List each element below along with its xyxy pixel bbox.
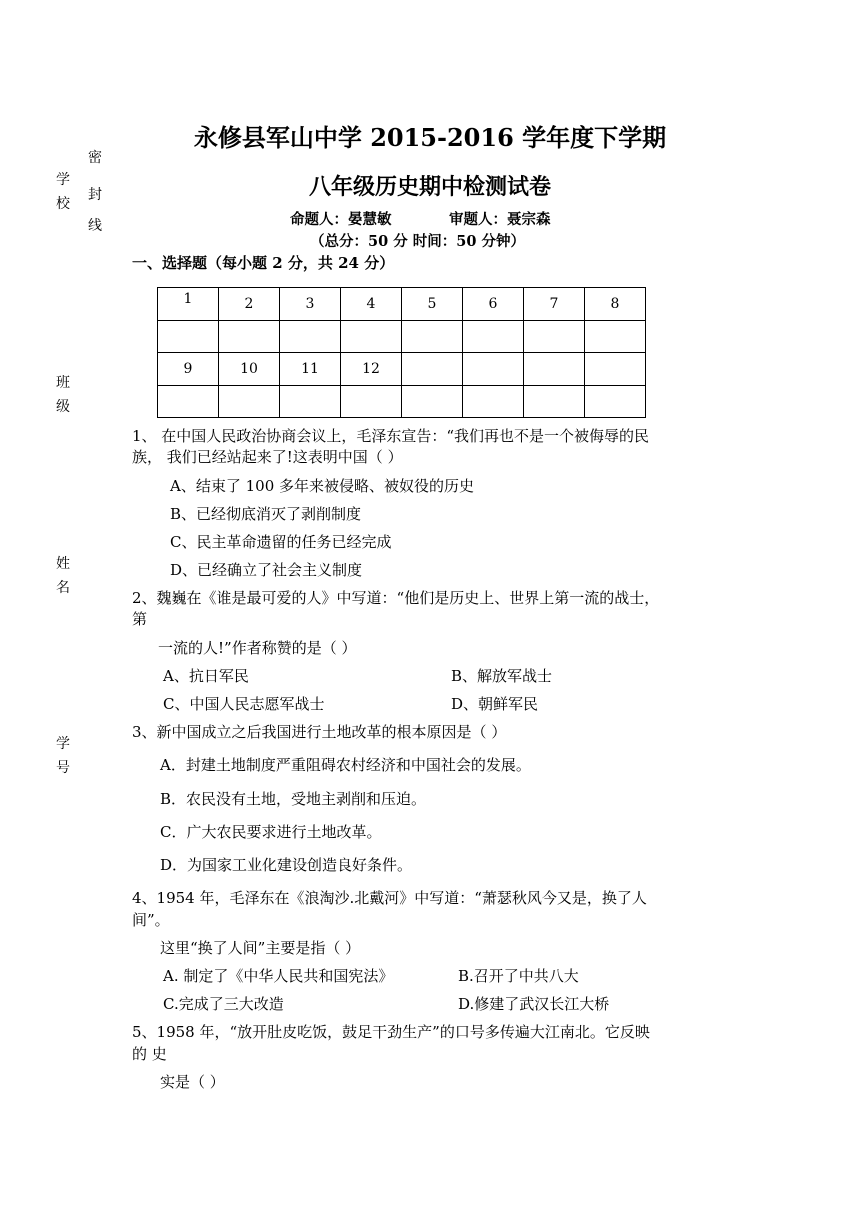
question-4-option-a: A. 制定了《中华人民共和国宪法》 [163,967,394,985]
question-1-option-c: C、民主革命遗留的任务已经完成 [170,533,392,551]
answer-grid-answer-row [158,321,646,353]
seal-char-feng: 封 [88,187,102,203]
name-label-2: 名 [56,580,70,596]
seal-char-xian: 线 [88,218,102,234]
student-id-label-2: 号 [56,760,70,776]
question-5-text-line-1: 5、1958 年，“放开肚皮吃饭，鼓足干劲生产”的口号多传遍大江南北。它反映 [132,1023,650,1041]
question-2-option-c: C、中国人民志愿军战士 [163,695,325,713]
question-3-option-d: D．为国家工业化建设创造良好条件。 [160,856,413,874]
grid-number-cell: 7 [524,288,585,321]
answer-cell[interactable] [341,386,402,418]
question-setter: 命题人：晏慧敏 [290,211,392,228]
answer-cell[interactable] [463,321,524,353]
grid-number-cell: 6 [463,288,524,321]
grid-number-cell: 10 [219,353,280,386]
class-label-2: 级 [56,399,70,415]
answer-cell[interactable] [158,321,219,353]
question-5-text-line-3: 实是（ ） [160,1073,225,1091]
name-label-1: 姓 [56,556,70,572]
question-1-option-a: A、结束了 100 多年来被侵略、被奴役的历史 [170,477,475,495]
grid-number-cell: 12 [341,353,402,386]
answer-cell[interactable] [158,386,219,418]
grid-number-cell: 5 [402,288,463,321]
question-4-option-c: C.完成了三大改造 [163,995,284,1013]
seal-char-mi: 密 [88,150,102,166]
question-4-text-line-1: 4、1954 年，毛泽东在《浪淘沙.北戴河》中写道：“萧瑟秋风今又是，换了人 [132,889,647,907]
grid-number-cell: 9 [158,353,219,386]
grid-number-cell [585,353,646,386]
question-2-option-b: B、解放军战士 [451,667,553,685]
score-and-time: （总分：50 分 时间：50 分钟） [310,233,525,250]
question-2-option-d: D、朝鲜军民 [451,695,539,713]
student-id-label-1: 学 [56,736,70,752]
section-heading: 一、选择题（每小题 2 分，共 24 分） [132,254,395,272]
question-2-text-line-3: 一流的人!”作者称赞的是（ ） [158,639,357,657]
question-2-text-line-2: 第 [132,610,148,628]
answer-grid-answer-row [158,386,646,418]
answer-cell[interactable] [402,321,463,353]
grid-number-cell: 4 [341,288,402,321]
grid-number-cell: 3 [280,288,341,321]
question-4-option-b: B.召开了中共八大 [458,967,579,985]
answer-grid-number-row [158,353,646,386]
question-1-option-b: B、已经彻底消灭了剥削制度 [170,505,362,523]
question-1-text-line-2: 族， 我们已经站起来了!这表明中国（ ） [132,448,403,466]
answer-cell[interactable] [463,386,524,418]
question-4-text-line-2: 间”。 [132,911,170,929]
answer-cell[interactable] [585,321,646,353]
question-5-text-line-2: 的 史 [132,1045,167,1063]
question-1-option-d: D、已经确立了社会主义制度 [170,561,363,579]
exam-subtitle: 八年级历史期中检测试卷 [308,174,551,200]
grid-number-cell: 11 [280,353,341,386]
question-3-option-a: A．封建土地制度严重阻碍农村经济和中国社会的发展。 [160,756,531,774]
grid-number-cell: 1 [158,288,219,321]
school-label-2: 校 [56,196,70,212]
question-3-option-c: C．广大农民要求进行土地改革。 [160,823,382,841]
grid-number-cell [402,353,463,386]
question-3-text-line-1: 3、新中国成立之后我国进行土地改革的根本原因是（ ） [132,723,507,741]
answer-cell[interactable] [341,321,402,353]
answer-cell[interactable] [219,321,280,353]
answer-cell[interactable] [402,386,463,418]
question-4-option-d: D.修建了武汉长江大桥 [458,995,610,1013]
school-label-1: 学 [56,172,70,188]
answer-cell[interactable] [280,386,341,418]
answer-cell[interactable] [524,321,585,353]
exam-title: 永修县军山中学 2015-2016 学年度下学期 [193,123,667,152]
grid-number-cell [463,353,524,386]
grid-number-cell: 8 [585,288,646,321]
grid-number-cell: 2 [219,288,280,321]
answer-grid [157,287,646,418]
answer-cell[interactable] [219,386,280,418]
answer-cell[interactable] [585,386,646,418]
question-reviewer: 审题人：聂宗森 [449,211,551,228]
question-2-option-a: A、抗日军民 [163,667,249,685]
answer-grid-number-row [158,288,646,321]
answer-cell[interactable] [524,386,585,418]
class-label-1: 班 [56,375,70,391]
question-2-text-line-1: 2、魏巍在《谁是最可爱的人》中写道：“他们是历史上、世界上第一流的战士， [132,589,660,607]
grid-number-cell [524,353,585,386]
answer-cell[interactable] [280,321,341,353]
question-1-text-line-1: 1、 在中国人民政治协商会议上，毛泽东宣告：“我们再也不是一个被侮辱的民 [132,427,649,445]
question-3-option-b: B．农民没有土地，受地主剥削和压迫。 [160,790,427,808]
question-4-text-line-3: 这里“换了人间”主要是指（ ） [160,939,361,957]
